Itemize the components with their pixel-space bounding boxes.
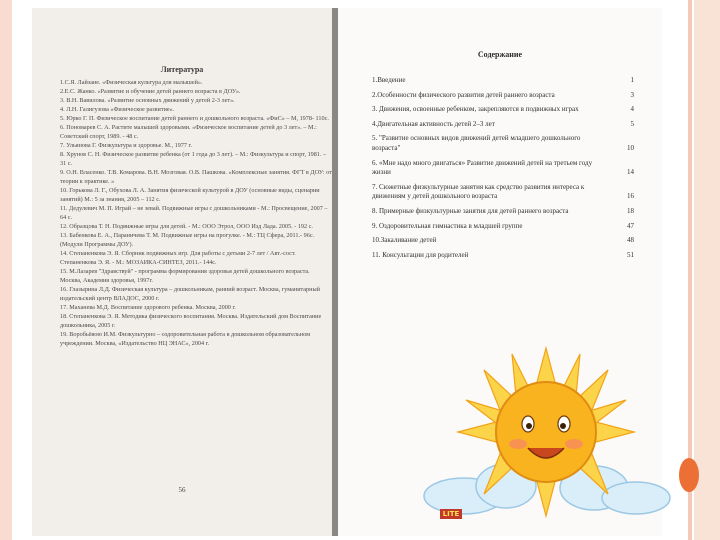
toc-item (372, 159, 634, 178)
toc-item-page: 18 (627, 206, 634, 215)
sun-illustration (418, 346, 674, 518)
literature-item: 4. Л.Н. Галигузова «Физическое развитие». (60, 106, 175, 113)
toc-item (372, 134, 634, 153)
literature-item: 5. Юрко Г. П. Физическое воспитание детей раннего и дошкольного возраста. «ФиС» – М, 1978- 110с. (60, 115, 329, 122)
literature-item: 9. О.Н. Власенко. Т.В. Комарова. В.Н. Мозговая. О.В. Пашкова. «Комплексные занятия. ФГТ в ДОУ: от теории к практике. » (60, 169, 332, 185)
toc-item-text: 5. "Развитие основных видов движений детей младшего дошкольного возраста" (372, 134, 581, 152)
toc-item-page: 16 (627, 192, 634, 201)
page-number: 56 (178, 486, 186, 494)
literature-item: 15. М.Лазарев "Здравствуй" - программа формирования здоровья детей дошкольного возраста. Москва, Академия здоровья, 1997г. (60, 268, 310, 284)
toc-item-page: 5 (630, 119, 634, 128)
toc-item (372, 120, 634, 130)
toc-item-text: 8. Примерные физкультурные занятия для детей раннего возраста (372, 206, 569, 215)
literature-item: 2.Е.С. Жанко. «Развитие и обучение детей раннего возраста в ДОУ». (60, 88, 241, 95)
literature-item: 17. Маханева М.Д. Воспитание здорового ребенка. Москва, 2000 г. (60, 304, 236, 311)
right-decor-stripe (694, 0, 720, 540)
toc-item (372, 251, 634, 261)
toc-item (372, 236, 634, 246)
toc-item-text: 6. «Мне надо много двигаться» Развитие движений детей на третьем году жизни (372, 158, 593, 177)
literature-item: 8. Хрунов С. Н. Физическое развитие ребенка (от 1 года до 3 лет). – М.: Физкультура и спорт, 1981. – 31 с. (60, 151, 327, 167)
literature-item: 19. Воробьёвою И.М. Физкультурно – оздоровительная работа в дошкольном образовательном учреждении. Москва, «Издательство НЦ ЭНАС», 2004 г. (60, 331, 310, 347)
literature-item: 3. В.Н. Вавилова. «Развитие основных движений у детей 2-3 лет». (60, 97, 235, 104)
toc-item-text: 11. Консультации для родителей (372, 250, 469, 259)
toc-item-page: 47 (627, 221, 634, 230)
toc-item-page: 48 (627, 236, 634, 245)
toc-item-page: 3 (630, 90, 634, 99)
toc-item-text: 9. Оздоровительная гимнастика в младшей группе (372, 221, 523, 230)
toc-item-page: 51 (627, 250, 634, 259)
toc-item-page: 14 (627, 168, 634, 177)
toc-item (372, 183, 634, 202)
toc-item-page: 10 (627, 143, 634, 152)
toc-item-text: 2.Особенности физического развития детей раннего возраста (372, 90, 555, 99)
logo-badge: LITE (440, 509, 462, 519)
toc-item-text: 4.Двигательная активность детей 2–3 лет (372, 119, 495, 128)
toc-item (372, 91, 634, 101)
literature-item: 7. Ульянова Г. Физкультура и здоровье. М., 1977 г. (60, 142, 192, 149)
left-decor-stripe (0, 0, 12, 540)
literature-item: 18. Степаненкова Э. Я. Методика физического воспитания. Москва. Издательский дом Воспитание дошкольника, 2005 г. (60, 313, 322, 329)
toc-item-text: 10.Закаливание детей (372, 236, 437, 245)
literature-item: 14. Степаненкова Э. Я. Сборник подвижных игр. Для работы с детьми 2-7 лет / Авт.-сост. Степаненкова Э. Я. - М.: МОЗАИКА-СИНТЕЗ, 2011.- 144с. (60, 250, 296, 266)
toc-item (372, 222, 634, 232)
toc-item-page: 4 (630, 105, 634, 114)
toc-item-text: 1.Введение (372, 76, 406, 84)
toc-item (372, 105, 634, 115)
orange-circle-decor (679, 458, 699, 492)
toc-item-text: 3. Движения, освоенные ребенком, закрепляются в подвижных играх (372, 105, 579, 114)
literature-item: 11. Дедулевич М. П. Играй – не зевай. Подвижные игры с дошкольниками - М.: Просвещение, 2007 – 64 с. (60, 205, 328, 221)
literature-item: 12. Образцова Т. Н. Подвижные игры для детей. - М.: ООО Этрол, ООО Изд Лада. 2005. - 192 с. (60, 223, 313, 230)
table-of-contents (372, 76, 634, 265)
literature-item: 1.С.Я. Лайзане. «Физическая культура для малышей». (60, 79, 203, 86)
literature-list (60, 78, 332, 348)
literature-item: 10. Горькова Л. Г., Обухова Л. А. Занятия физической культурой в ДОУ (основные виды, сценарии занятий) М.: 5 за знания, 2005 – 112 с. (60, 187, 320, 203)
literature-item: 13. Бабенкова Е. А., Параничева Т. М. Подвижные игры на прогулке. - М.: ТЦ Сфера, 2011.- 96с. (Модули Программы ДОУ). (60, 232, 315, 248)
toc-item (372, 207, 634, 217)
toc-item-page: 1 (630, 76, 634, 84)
literature-item: 6. Пономарев С. А. Растите малышей здоровыми. «Физическое воспитание детей до 3 лет». – М.: Советский спорт, 1989. - 48 с. (60, 124, 317, 140)
contents-title: Содержание (477, 50, 523, 59)
literature-title: Литература (160, 65, 204, 74)
toc-item (372, 76, 634, 86)
literature-item: 16. Глазырина Л.Д. Физическая культура – дошкольникам, ранний возраст. Москва, гуманитарный издательский центр ВЛАДОС, 2000 г. (60, 286, 320, 302)
toc-item-text: 7. Сюжетные физкультурные занятия как средство развития интереса к движениям у детей дошкольного возраста (372, 182, 585, 201)
